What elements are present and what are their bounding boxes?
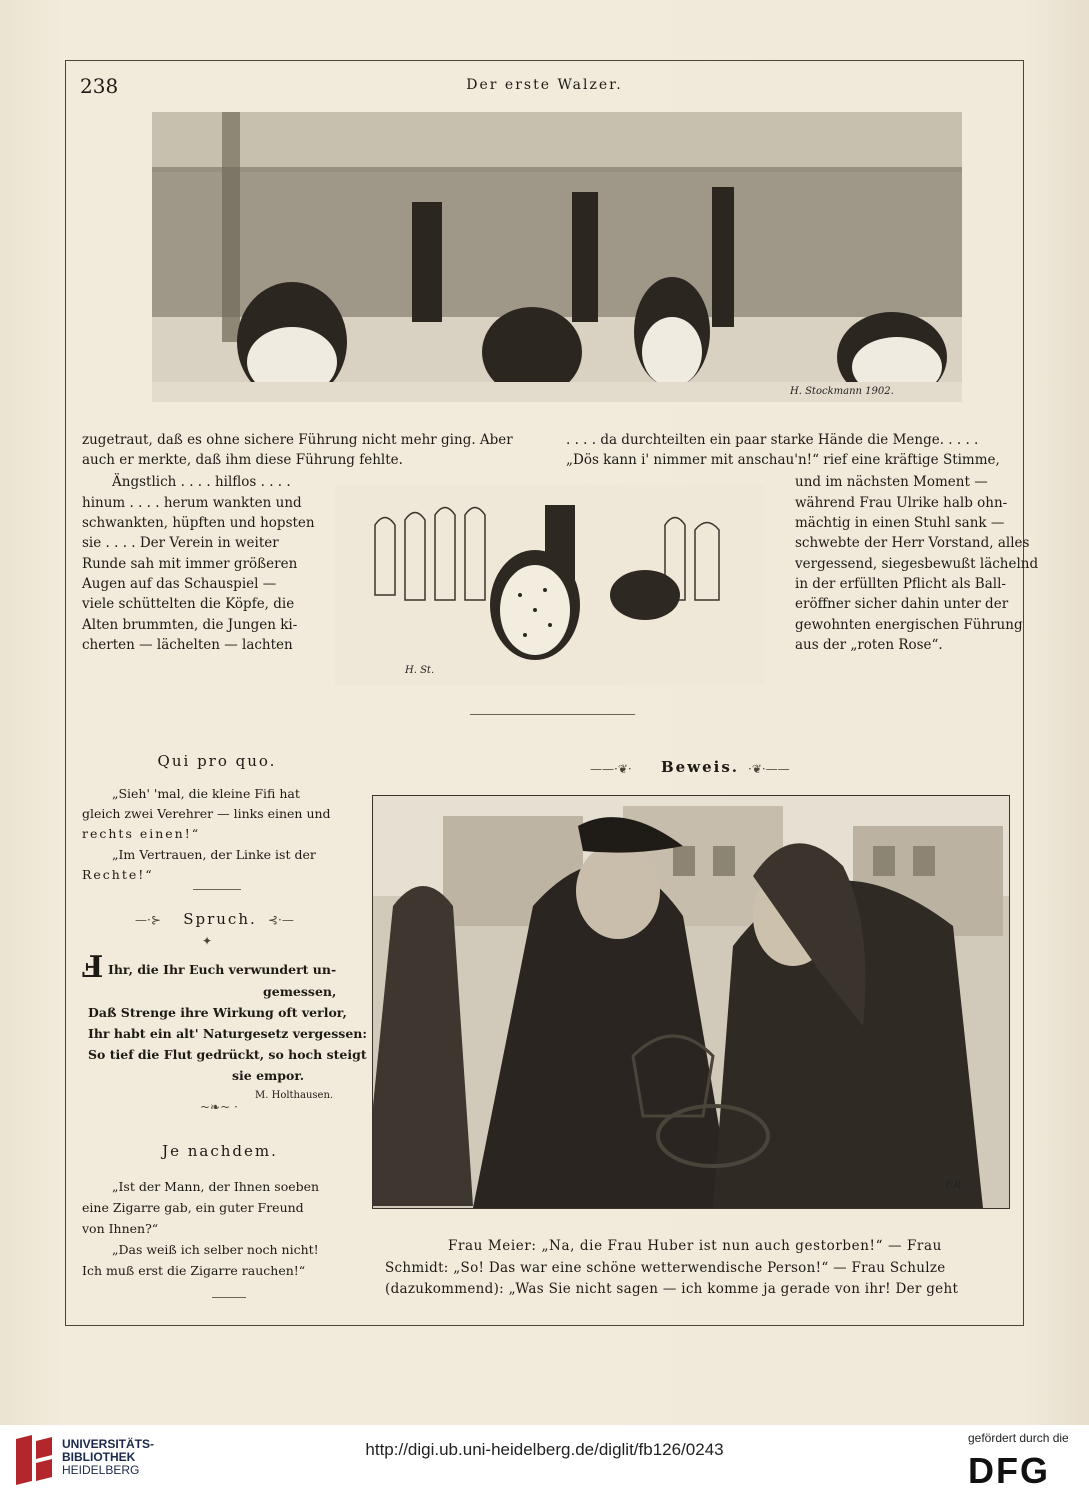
walzer-right-top-2: „Dös kann i' nimmer mit anschau'n!“ rief eine kräftige Stimme,	[566, 452, 1000, 468]
footer-bar	[0, 1425, 1089, 1497]
je-nachdem-line: Ich muß erst die Zigarre rauchen!“	[82, 1263, 306, 1278]
ornament-flourish-icon: ✦	[202, 934, 213, 948]
qui-pro-quo-title: Qui pro quo.	[157, 752, 277, 770]
dance-illustration	[335, 485, 765, 685]
dance-signature: H. St.	[405, 665, 435, 676]
walzer-left-line: schwankten, hüpften und hopsten	[82, 515, 315, 531]
qui-pro-quo-line: gleich zwei Verehrer — links einen und	[82, 806, 331, 821]
beweis-line: Schmidt: „So! Das war eine schöne wetterwendische Person!“ — Frau Schulze	[385, 1260, 946, 1276]
beweis-title: Beweis.	[660, 758, 740, 776]
spruch-line: Ihr habt ein alt' Naturgesetz vergessen:	[88, 1026, 367, 1041]
walzer-right-line: gewohnten energischen Führung	[795, 617, 1023, 633]
library-line: UNIVERSITÄTS-	[62, 1437, 155, 1451]
walzer-left-line: viele schüttelten die Köpfe, die	[82, 596, 295, 612]
sponsor-label: gefördert durch die	[968, 1431, 1069, 1445]
walzer-left-line: hinum . . . . herum wankten und	[82, 495, 302, 511]
walzer-right-line: eröffner sicher dahin unter der	[795, 596, 1009, 612]
ornament-left-icon: —·⊱	[135, 913, 161, 927]
walzer-right-line: aus der „roten Rose“.	[795, 637, 943, 653]
beweis-ornament-right-icon: ·❦·——	[748, 762, 790, 776]
page-number: 238	[80, 74, 119, 98]
walzer-left-top-1: zugetraut, daß es ohne sichere Führung nicht mehr ging. Aber	[82, 432, 513, 448]
dfg-logo: DFG	[968, 1450, 1050, 1491]
beweis-illustration	[372, 795, 1010, 1209]
running-title: Der erste Walzer.	[466, 77, 623, 93]
library-line: HEIDELBERG	[62, 1463, 140, 1477]
walzer-right-line: während Frau Ulrike halb ohn-	[795, 495, 1008, 511]
walzer-right-line: und im nächsten Moment —	[795, 474, 988, 490]
divider-short	[193, 889, 241, 890]
je-nachdem-line: eine Zigarre gab, ein guter Freund	[82, 1200, 304, 1215]
spruch-line: So tief die Flut gedrückt, so hoch steigt	[88, 1047, 367, 1062]
qui-pro-quo-line: Rechte!“	[82, 867, 154, 882]
qui-pro-quo-line: „Im Vertrauen, der Linke ist der	[112, 847, 316, 862]
section-divider	[470, 714, 635, 715]
spruch-line: Ⅎ	[82, 950, 104, 985]
spruch-line: Daß Strenge ihre Wirkung oft verlor,	[88, 1005, 347, 1020]
ballroom-illustration	[152, 112, 962, 402]
walzer-left-line: Runde sah mit immer größeren	[82, 556, 298, 572]
walzer-left-line: sie . . . . Der Verein in weiter	[82, 535, 279, 551]
ornament-right-icon: ⊰·—	[268, 913, 294, 927]
spruch-author: M. Holthausen.	[255, 1090, 334, 1101]
divider-bottom	[212, 1297, 246, 1298]
source-url-link[interactable]: http://digi.ub.uni-heidelberg.de/diglit/fb126/0243	[365, 1440, 724, 1459]
walzer-right-line: in der erfüllten Pflicht als Ball-	[795, 576, 1006, 592]
beweis-signature: F.R.	[945, 1180, 965, 1191]
beweis-ornament-left-icon: ——·❦·	[590, 762, 632, 776]
spruch-line: gemessen,	[263, 984, 337, 999]
je-nachdem-line: „Ist der Mann, der Ihnen soeben	[112, 1179, 320, 1194]
walzer-right-line: schwebte der Herr Vorstand, alles	[795, 535, 1030, 551]
walzer-left-line: cherten — lächelten — lachten	[82, 637, 293, 653]
spruch-line: sie empor.	[232, 1068, 305, 1083]
walzer-left-line: Augen auf das Schauspiel —	[82, 576, 277, 592]
walzer-right-line: mächtig in einen Stuhl sank —	[795, 515, 1005, 531]
spruch-line: Ihr, die Ihr Euch verwundert un-	[108, 962, 337, 977]
beweis-line: (dazukommend): „Was Sie nicht sagen — ich komme ja gerade von ihr! Der geht	[385, 1281, 959, 1297]
walzer-left-top-2: auch er merkte, daß ihm diese Führung fehlte.	[82, 452, 403, 468]
ornament-bottom-icon: ~❧~ ·	[200, 1100, 238, 1114]
je-nachdem-title: Je nachdem.	[162, 1142, 278, 1160]
qui-pro-quo-line: „Sieh' 'mal, die kleine Fifi hat	[112, 786, 300, 801]
library-line: BIBLIOTHEK	[62, 1450, 136, 1464]
spruch-title: Spruch.	[183, 910, 257, 928]
beweis-line: Frau Meier: „Na, die Frau Huber ist nun auch gestorben!“ — Frau	[448, 1238, 942, 1254]
ballroom-signature: H. Stockmann 1902.	[790, 386, 894, 397]
je-nachdem-line: von Ihnen?“	[82, 1221, 159, 1236]
qui-pro-quo-line: rechts einen!“	[82, 826, 201, 841]
walzer-right-line: vergessend, siegesbewußt lächelnd	[795, 556, 1039, 572]
walzer-left-line: Ängstlich . . . . hilflos . . . .	[112, 474, 291, 490]
je-nachdem-line: „Das weiß ich selber noch nicht!	[112, 1242, 319, 1257]
walzer-left-line: Alten brummten, die Jungen ki-	[82, 617, 298, 633]
walzer-right-top-1: . . . . da durchteilten ein paar starke Hände die Menge. . . . .	[566, 432, 979, 448]
